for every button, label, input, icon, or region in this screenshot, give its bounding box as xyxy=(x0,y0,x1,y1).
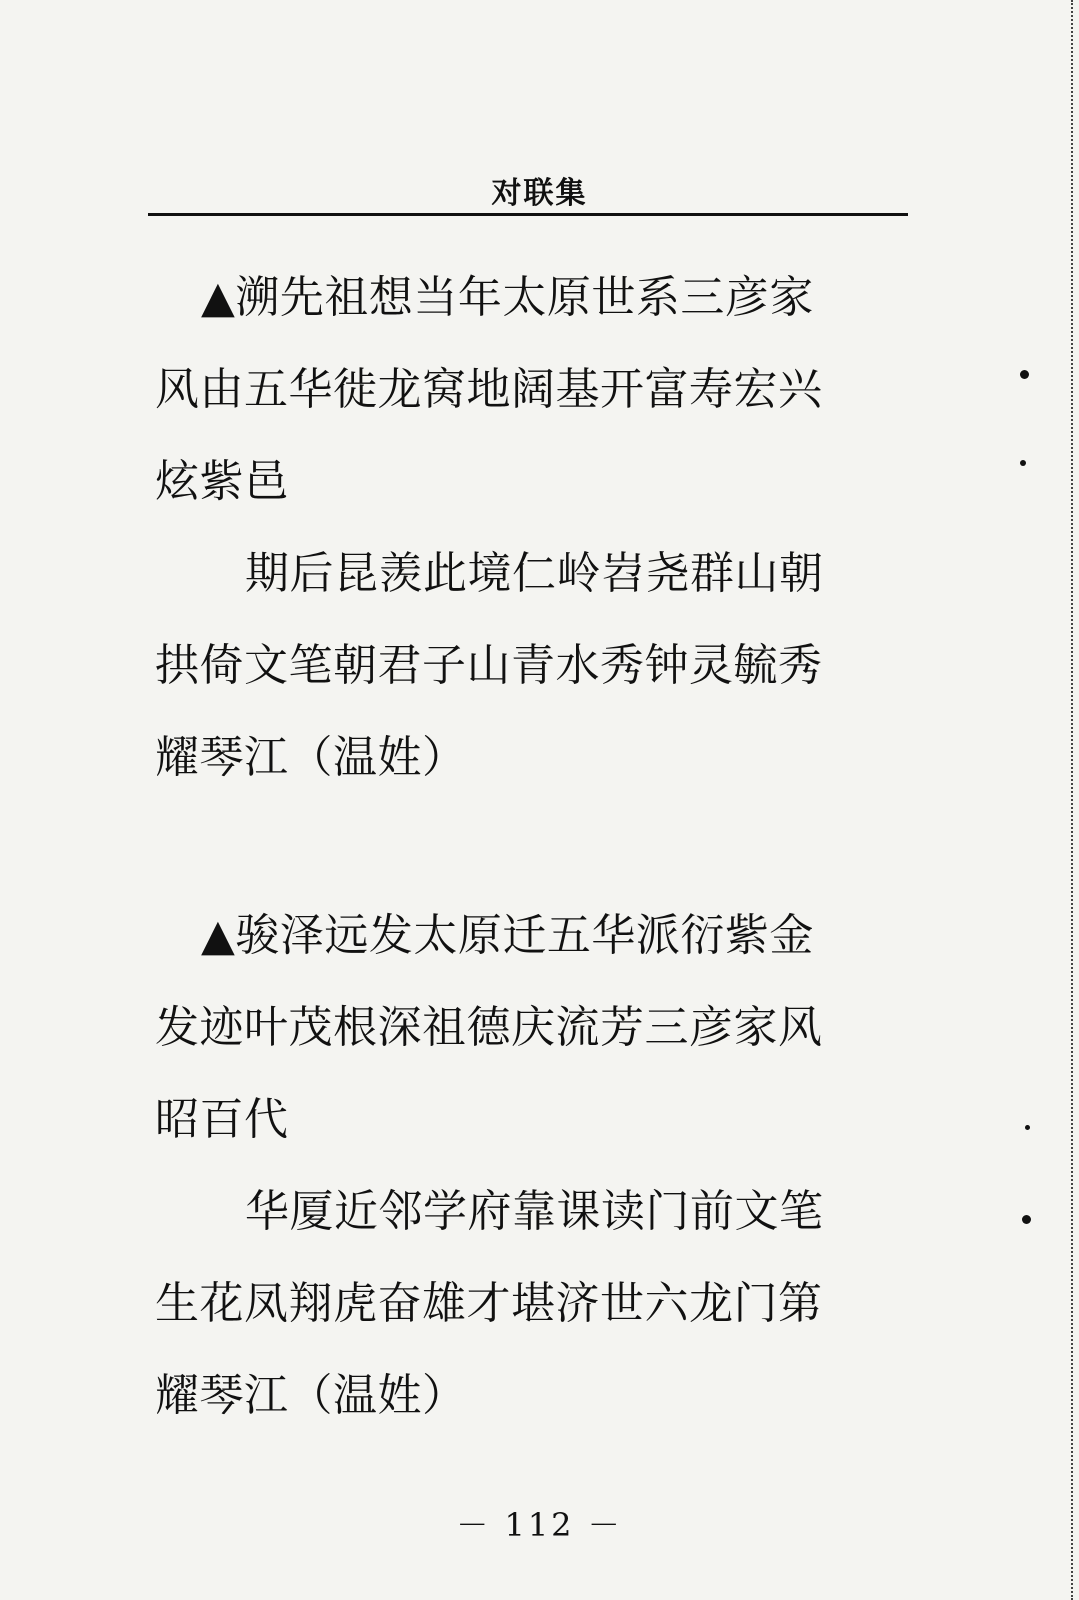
scan-speck xyxy=(1022,1215,1031,1224)
scan-speck xyxy=(1025,1125,1030,1130)
couplet-line: 风由五华徙龙窝地阔基开富寿宏兴 xyxy=(155,364,823,415)
couplet-line: ▲骏泽远发太原迁五华派衍紫金 xyxy=(201,910,814,961)
scan-speck xyxy=(1020,370,1029,379)
scan-speck xyxy=(1020,460,1026,466)
couplet-line: 发迹叶茂根深祖德庆流芳三彦家风 xyxy=(155,1002,823,1053)
couplet-line: 昭百代 xyxy=(155,1094,289,1145)
page-edge xyxy=(1071,0,1079,1600)
couplet-entry-1 xyxy=(155,252,915,804)
couplet-line: 生花凤翔虎奋雄才堪济世六龙门第 xyxy=(155,1278,823,1329)
couplet-line: 期后昆羡此境仁岭岧尧群山朝 xyxy=(245,548,824,599)
page-number: － 112 － xyxy=(456,1506,623,1544)
couplet-line: 耀琴江（温姓） xyxy=(155,732,467,783)
couplet-line: 耀琴江（温姓） xyxy=(155,1370,467,1421)
couplet-line: 炫紫邑 xyxy=(155,456,289,507)
running-header-title: 对联集 xyxy=(491,176,588,211)
couplet-entry-2 xyxy=(155,890,915,1442)
couplet-line: ▲溯先祖想当年太原世系三彦家 xyxy=(201,272,814,323)
couplet-line: 拱倚文笔朝君子山青水秀钟灵毓秀 xyxy=(155,640,823,691)
header-rule xyxy=(148,213,908,216)
couplet-line: 华厦近邻学府靠课读门前文笔 xyxy=(245,1186,824,1237)
